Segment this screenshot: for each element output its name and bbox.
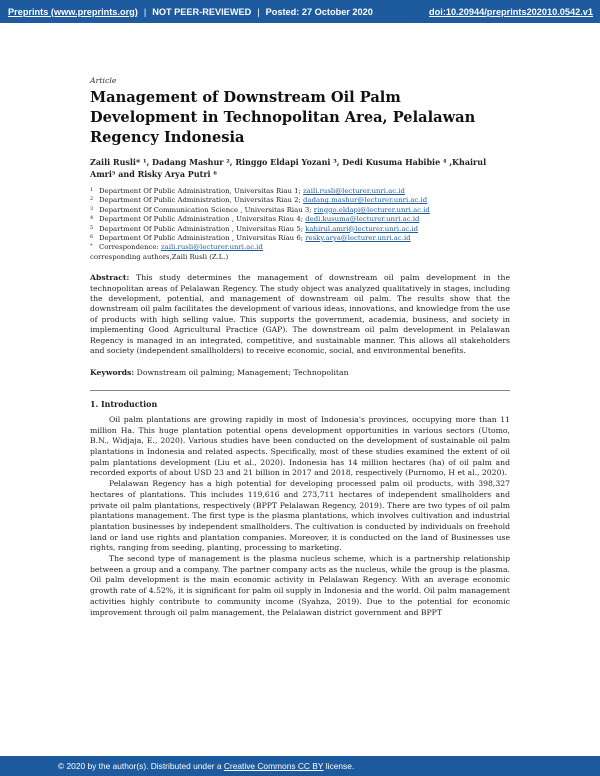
paper-title: Management of Downstream Oil Palm Development in Technopolitan Area, Pelalawan Regency Indonesia (90, 89, 476, 146)
email-link[interactable]: dedi.kusuma@lecturer.unri.ac.id (305, 215, 420, 224)
affiliation-1: 1 Department Of Public Administration, Universitas Riau 1; zaili.rusli@lecturer.unri.ac.id (90, 187, 405, 195)
abstract-label: Abstract: (90, 273, 130, 283)
keywords-text: Downstream oil palming; Management; Technopolitan (136, 367, 349, 377)
body-paragraph: Pelalawan Regency has a high potential for developing processed palm oil products, with 398,327 hectares of plantations. This includes 119,616 and 273,711 hectares of independent smallholders and private oil palm plantations, respectively (BPPT Pelalawan Regency, 2019). There are two types of oil palm plantations management. The first type is the plasma plantations, which involves cultivation and industrial plantation businesses by independent smallholders. The cultivation is conducted by individuals on freehold land or land use rights and plantation companies. Moreover, it is conducted on the land of Businesses use rights, ranging from seeding, planting, processing to marketing. (90, 479, 510, 553)
doi-link[interactable]: doi:10.20944/preprints202010.0542.v1 (429, 6, 593, 17)
abstract-text: This study determines the management of downstream oil palm development in the technopolitan areas of Pelalawan Regency. The study object was analyzed qualitatively in stages, including the development, potential, and management of downstream oil palm. The results show that the downstream oil palm facilitates the development of various ideas, innovations, and knowledge from the use of products with high selling value. This supports the government, academia, business, and society in implementing Good Agricultural Practice (GAP). The downstream oil palm development in Pelalawan Regency is managed in an integrated, competitive, and sustainable manner. This allows all stakeholders and society (independent smallholders) to receive economic, social, and environmental benefits. (90, 273, 510, 356)
affiliation-2: 2 Department Of Public Administration, Universitas Riau 2; dadang.mashur@lecturer.unri.ac.id (90, 196, 428, 205)
email-link[interactable]: ringgo.eldapi@lecturer.unri.ac.id (313, 205, 430, 214)
body-paragraph: The second type of management is the plasma nucleus scheme, which is a partnership relationship between a group and a company. The partner company acts as the nucleus, while the group is the plasma. Oil palm development is the main economic activity in Pelalawan Regency. With an average economic growth rate of 4.52%, it is significant for palm oil supply in Indonesia and the world. Oil palm management activities highly contribute to community income (Syahza, 2019). Due to the potential for economic improvement through oil palm management, the Pelalawan district government and BPPT (90, 554, 510, 617)
section-divider (90, 390, 510, 391)
email-link[interactable]: kahirul.amri@lecturer.unri.ac.id (305, 224, 419, 233)
affiliation-4: 4 Department Of Public Administration , Universitas Riau 4; dedi.kusuma@lecturer.unri.ac.id (90, 215, 420, 224)
article-type: Article (90, 76, 117, 85)
posted-date: Posted: 27 October 2020 (265, 6, 373, 17)
affiliation-3: 3 Department Of Communication Science , Universitas Riau 3; ringgo.eldapi@lecturer.unri.ac.id (90, 205, 430, 214)
corresponding-note: corresponding authors,Zaili Rusli (Z.L.) (90, 252, 229, 261)
preprints-link[interactable]: Preprints (www.preprints.org) (8, 6, 138, 17)
keywords (90, 368, 510, 378)
license-end-text: license. (325, 761, 355, 771)
license-footer-bar (0, 756, 600, 776)
correspondence: * Correspondence: zaili.rusli@lecturer.unri.ac.id (90, 243, 263, 252)
affiliations (90, 187, 510, 262)
affiliation-5: 5 Department Of Public Administration , Universitas Riau 5; kahirul.amri@lecturer.unri.ac.id (90, 224, 419, 233)
section-heading: 1. Introduction (90, 399, 158, 409)
peer-review-status: NOT PEER-REVIEWED (152, 6, 252, 17)
body-paragraph: Oil palm plantations are growing rapidly in most of Indonesia's provinces, occupying more than 11 million Ha. This huge plantation potential opens development opportunities in various sectors (Utomo, B.N., Widjaja, E., 2020). Various studies have been conducted on the development of sustainable oil palm plantations in Indonesia and related aspects. Specifically, most of these studies examined the extent of oil palm plantations development (Liu et al., 2020). Indonesia has 14 million hectares (ha) of oil palm and recorded exports of about USD 23 and 21 billion in 2017 and 2018, respectively (Purnomo, H et al., 2020). (90, 414, 510, 478)
email-link[interactable]: dadang.mashur@lecturer.unri.ac.id (303, 196, 428, 205)
license-link[interactable]: Creative Commons CC BY (223, 761, 324, 771)
email-link[interactable]: resky.arya@lecturer.unri.ac.id (305, 234, 411, 243)
email-link[interactable]: zaili.rusli@lecturer.unri.ac.id (303, 187, 405, 195)
keywords-label: Keywords: (90, 367, 135, 377)
author-list: Zaili Rusli* ¹, Dadang Mashur ², Ringgo Eldapi Yozani ³, Dedi Kusuma Habibie ⁴ ,Khairul Amri⁵ and Risky Arya Putri ⁶ (90, 157, 487, 179)
page-content (90, 76, 510, 618)
separator: | (257, 6, 260, 17)
correspondence-email[interactable]: zaili.rusli@lecturer.unri.ac.id (161, 243, 263, 252)
separator: | (143, 6, 147, 17)
preprint-header-bar (0, 0, 600, 23)
affiliation-6: 6 Department Of Public Administration , Universitas Riau 6; resky.arya@lecturer.unri.ac.id (90, 234, 411, 243)
abstract (90, 273, 510, 356)
copyright-text: © 2020 by the author(s). Distributed under a (58, 761, 222, 771)
